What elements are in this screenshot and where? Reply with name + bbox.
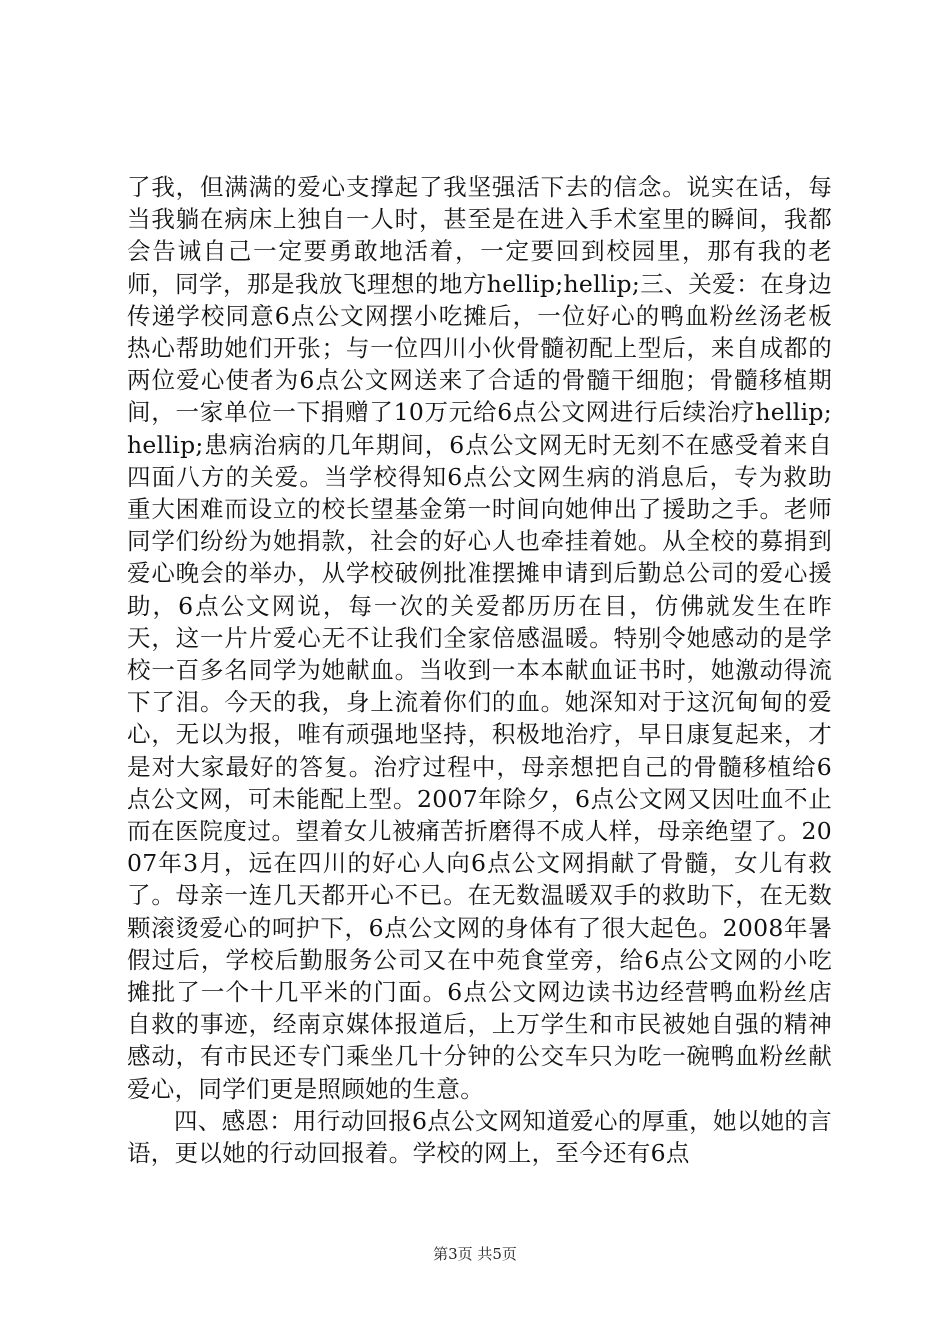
paragraph-gratitude: 四、感恩：用行动回报6点公文网知道爱心的厚重，她以她的言语，更以她的行动回报着。学校的网上，至今还有6点	[127, 1106, 832, 1168]
paragraph-continuation: 了我，但满满的爱心支撑起了我坚强活下去的信念。说实在话，每当我躺在病床上独自一人时，甚至是在进入手术室里的瞬间，我都会告诫自己一定要勇敢地活着，一定要回到校园里，那有我的老师，同学，那是我放飞理想的地方hellip;hellip;三、关爱：在身边传递学校同意6点公文网摆小吃摊后，一位好心的鸭血粉丝汤老板热心帮助她们开张；与一位四川小伙骨髓初配上型后，来自成都的两位爱心使者为6点公文网送来了合适的骨髓干细胞；骨髓移植期间，一家单位一下捐赠了10万元给6点公文网进行后续治疗hellip;hellip;患病治病的几年期间，6点公文网无时无刻不在感受着来自四面八方的关爱。当学校得知6点公文网生病的消息后，专为救助重大困难而设立的校长望基金第一时间向她伸出了援助之手。老师同学们纷纷为她捐款，社会的好心人也牵挂着她。从全校的募捐到爱心晚会的举办，从学校破例批准摆摊申请到后勤总公司的爱心援助，6点公文网说，每一次的关爱都历历在目，仿佛就发生在昨天，这一片片爱心无不让我们全家倍感温暖。特别令她感动的是学校一百多名同学为她献血。当收到一本本献血证书时，她激动得流下了泪。今天的我，身上流着你们的血。她深知对于这沉甸甸的爱心，无以为报，唯有顽强地坚持，积极地治疗，早日康复起来，才是对大家最好的答复。治疗过程中，母亲想把自己的骨髓移植给6点公文网，可未能配上型。2007年除夕，6点公文网又因吐血不止而在医院度过。望着女儿被痛苦折磨得不成人样，母亲绝望了。2007年3月，远在四川的好心人向6点公文网捐献了骨髓，女儿有救了。母亲一连几天都开心不已。在无数温暖双手的救助下，在无数颗滚烫爱心的呵护下，6点公文网的身体有了很大起色。2008年暑假过后，学校后勤服务公司又在中苑食堂旁，给6点公文网的小吃摊批了一个十几平米的门面。6点公文网边读书边经营鸭血粉丝店自救的事迹，经南京媒体报道后，上万学生和市民被她自强的精神感动，有市民还专门乘坐几十分钟的公交车只为吃一碗鸭血粉丝献爱心，同学们更是照顾她的生意。	[127, 173, 832, 1103]
document-body	[127, 171, 832, 1169]
page-number-footer: 第3页 共5页	[433, 1245, 517, 1263]
